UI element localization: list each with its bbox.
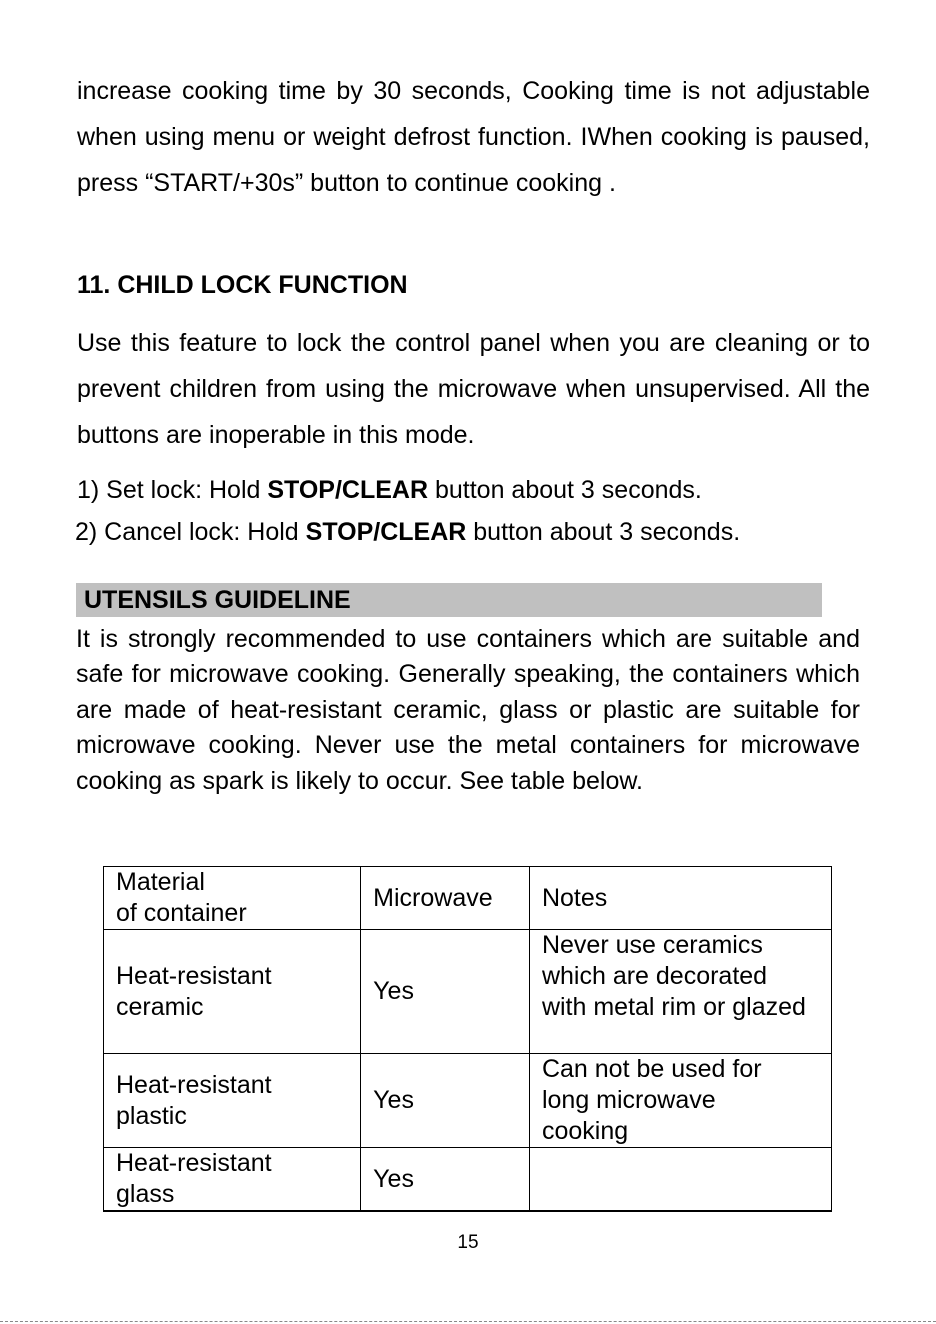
microwave-cell: Yes [361,1148,530,1212]
utensils-heading: UTENSILS GUIDELINE [84,586,351,614]
cancel-lock-step [75,516,740,548]
notes-cell: Never use ceramics which are decorated with metal rim or glazed [529,930,831,1054]
step-suffix: button about 3 seconds. [428,476,702,504]
utensils-heading-bar [76,583,822,617]
header-notes: Notes [529,867,831,930]
microwave-cell: Yes [361,930,530,1054]
child-lock-heading: 11. CHILD LOCK FUNCTION [77,271,408,299]
header-material: Material of container [104,867,361,930]
step-key: STOP/CLEAR [267,476,429,504]
notes-cell [529,1148,831,1212]
utensils-paragraph: It is strongly recommended to use containers which are suitable and safe for microwave cooking. Generally speaking, the containers which are made of heat-resistant ceramic, glass or plastic are suitable for microwave cooking. Never use the metal containers for microwave cooking as spark is likely to occur. See table below. [76,625,860,795]
step-prefix: 2) Cancel lock: Hold [75,518,306,546]
child-lock-paragraph: Use this feature to lock the control panel when you are cleaning or to prevent children from using the microwave when unsupervised. All the buttons are inoperable in this mode. [77,329,870,449]
intro-paragraph: increase cooking time by 30 seconds, Cooking time is not adjustable when using menu or weight defrost function. IWhen cooking is paused, press “START/+30s” button to continue cooking . [77,77,870,197]
set-lock-step [77,474,702,506]
header-microwave: Microwave [361,867,530,930]
material-cell: Heat-resistant glass [104,1148,361,1212]
material-cell: Heat-resistant plastic [104,1054,361,1148]
step-suffix: button about 3 seconds. [466,518,741,546]
utensils-table [103,866,832,1212]
microwave-cell: Yes [361,1054,530,1148]
material-cell: Heat-resistant ceramic [104,930,361,1054]
table-row [104,930,832,1054]
table-header-row [104,867,832,930]
page-number: 15 [457,1232,479,1253]
table-row [104,1148,832,1212]
step-key: STOP/CLEAR [305,518,467,546]
footer-divider [0,1321,936,1322]
notes-cell: Can not be used for long microwave cooking [529,1054,831,1148]
step-prefix: 1) Set lock: Hold [77,476,268,504]
table-row [104,1054,832,1148]
